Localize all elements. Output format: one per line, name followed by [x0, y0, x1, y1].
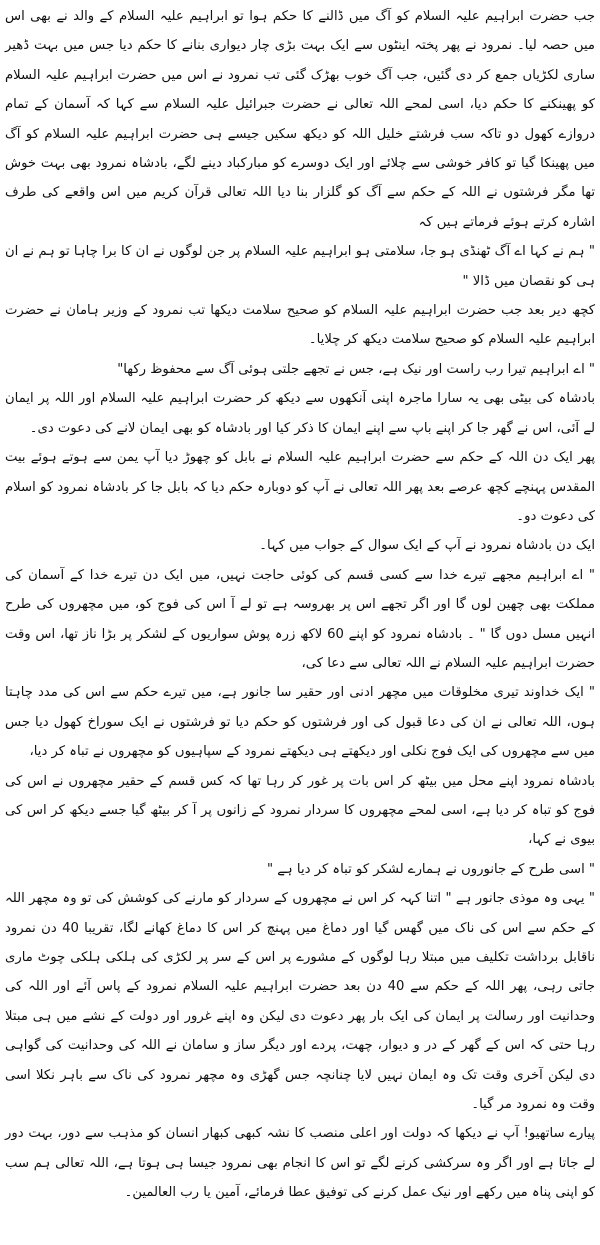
wife-quote: " اسی طرح کے جانوروں نے ہمارے لشکر کو تباہ کر دیا ہے "	[267, 861, 595, 877]
story-paragraph-3: بادشاہ کی بیٹی بھی یہ سارا ماجرہ اپنی آنکھوں سے دیکھ کر حضرت ابراہیم علیہ السلام اور اللہ پر ایمان لے آئی، اس نے گھر جا کر اپنے باپ سے اپنے ایمان کا ذکر کیا اور بادشاہ کو بھی ایمان لانے کی دعوت دی۔	[5, 391, 595, 436]
quran-quote: " ہم نے کہا اے آگ ٹھنڈی ہو جا، سلامتی ہو ابراہیم علیہ السلام پر جن لوگوں نے ان کا برا چاہا تو ہم نے ان ہی کو نقصان میں ڈالا "	[5, 244, 595, 289]
story-paragraph-2: کچھ دیر بعد جب حضرت ابراہیم علیہ السلام کو صحیح سلامت دیکھا تب نمرود کے وزیر ہامان نے حضرت ابراہیم علیہ السلام کو صحیح سلامت دیکھ کر چلایا۔	[5, 303, 595, 348]
closing-paragraph: پیارے ساتھیو! آپ نے دیکھا کہ دولت اور اعلی منصب کا نشہ کبھی کبھار انسان کو مذہب سے دور، بہت دور لے جاتا ہے اور اگر وہ سرکشی کرنے لگے تو اس کا انجام بھی نمرود جیسا ہی ہوتا ہے، اللہ تعالی ہم سب کو اپنی پناہ میں رکھے اور نیک عمل کرنے کی توفیق عطا فرمائے، آمین یا رب العالمین۔	[5, 1126, 595, 1201]
story-paragraph-1: جب حضرت ابراہیم علیہ السلام کو آگ میں ڈالنے کا حکم ہوا تو ابراہیم علیہ السلام کے والد نے بھی اس میں حصہ لیا۔ نمرود نے پھر پختہ اینٹوں سے ایک بہت بڑی چار دیواری بنانے کا حکم دیا جس میں بہت ڈھیر ساری لکڑیاں جمع کر دی گئیں، جب آگ خوب بھڑک گئی تب نمرود نے اس میں حضرت ابراہیم علیہ السلام کو پھینکنے کا حکم دیا، اسی لمحے اللہ تعالی نے حضرت جبرائیل علیہ السلام سے کہا کہ آسمان کے تمام دروازے کھول دو تاکہ سب فرشتے خلیل اللہ کو دیکھ سکیں جیسے ہی حضرت ابراہیم علیہ السلام کو آگ میں پھینکا گیا تو کافر خوشی سے چلائے اور ایک دوسرے کو مبارکباد دینے لگے، بادشاہ نمرود بھی بہت خوش تھا مگر فرشتوں نے اللہ کے حکم سے آگ کو گلزار بنا دیا اللہ تعالی قرآن کریم میں اس واقعے کی طرف اشارہ کرتے ہوئے فرماتے ہیں کہ	[5, 9, 595, 230]
story-paragraph-6: بادشاہ نمرود اپنے محل میں بیٹھ کر اس بات پر غور کر رہا تھا کہ کس قسم کے حقیر مچھروں نے اس کی فوج کو تباہ کر دیا ہے، اسی لمحے مچھروں کا سردار نمرود کے زانوں پر آ کر بیٹھ گیا جسے دیکھ کر اس کی بیوی نے کہا،	[5, 773, 595, 848]
story-paragraph-4: پھر ایک دن اللہ کے حکم سے حضرت ابراہیم علیہ السلام نے بابل کو چھوڑ دیا آپ یمن سے ہوتے ہوئے بیت المقدس پہنچے کچھ عرصے بعد پھر اللہ تعالی نے آپ کو دوبارہ حکم دیا کہ بابل جا کر بادشاہ نمرود کو اسلام کی دعوت دو۔	[5, 450, 595, 524]
story-paragraph-5: ایک دن بادشاہ نمرود نے آپ کے ایک سوال کے جواب میں کہا۔	[259, 538, 595, 554]
story-paragraph-7: " یہی وہ موذی جانور ہے " اتنا کہہ کر اس نے مچھروں کے سردار کو مارنے کی کوشش کی تو وہ مچھر اللہ کے حکم سے اس کی ناک میں گھس گیا اور دماغ میں پہنچ کر اس کا دماغ کھانے لگا، تقریبا 40 دن نمرود ناقابل برداشت تکلیف میں مبتلا رہا لوگوں کے مشورے پر اس کے سر پر لکڑی کی ہلکی ہلکی چوٹ ماری جاتی رہی، پھر اللہ کے حکم سے 40 دن بعد حضرت ابراہیم علیہ السلام نمرود کے پاس آئے اور اللہ کی وحدانیت اور رسالت پر ایمان کی ایک بار پھر دعوت دی لیکن وہ اپنے غرور اور دولت کے نشے میں ہی مبتلا رہا حتی کہ اس کے گھر کے در و دیوار، چھت، پردے اور دیگر ساز و سامان نے اللہ کی وحدانیت کی گواہی دی لیکن آخری وقت تک وہ ایمان نہیں لایا چنانچہ جس گھڑی وہ مچھر نمرود کی ناک سے باہر نکلا اسی وقت وہ نمرود مر گیا۔	[5, 891, 595, 1113]
nimrod-quote: " اے ابراہیم مجھے تیرے خدا سے کسی قسم کی کوئی حاجت نہیں، میں ایک دن تیرے خدا کے آسمان کی مملکت بھی چھین لوں گا اور اگر تجھے اس پر بھروسہ ہے تو لے آ اس کی فوج کو، میں مچھروں کی طرح انہیں مسل دوں گا " ۔ بادشاہ نمرود کو اپنے 60 لاکھ زرہ پوش سواریوں کے لشکر پر بڑا ناز تھا، اس وقت حضرت ابراہیم علیہ السلام نے اللہ تعالی سے دعا کی،	[5, 567, 595, 671]
dua-paragraph: " ایک خداوند تیری مخلوقات میں مچھر ادنی اور حقیر سا جانور ہے، میں تیرے حکم سے اس کی مدد چاہتا ہوں، اللہ تعالی نے ان کی دعا قبول کی اور فرشتوں کو حکم دیا تو فرشتوں نے ایک سوراخ کھول دیا جس میں سے مچھروں کی ایک فوج نکلی اور دیکھتے ہی دیکھتے نمرود کے سپاہیوں کو مچھروں نے تباہ کر دیا،	[5, 685, 595, 760]
haman-quote: " اے ابراہیم تیرا رب راست اور نیک ہے، جس نے تجھے جلتی ہوئی آگ سے محفوظ رکھا"	[117, 361, 595, 377]
